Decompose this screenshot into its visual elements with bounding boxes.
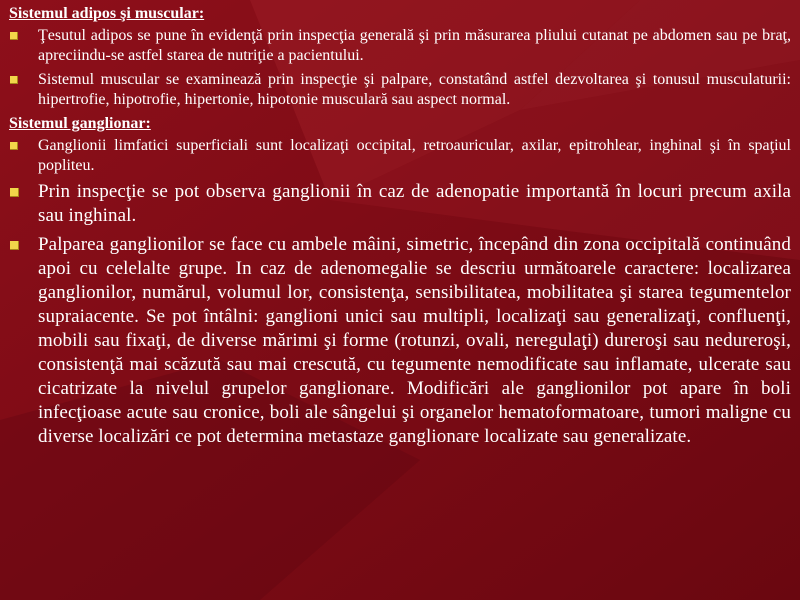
section-heading-ganglionar: Sistemul ganglionar: (9, 115, 151, 132)
list-item-text: Ganglionii limfatici superficiali sunt localizaţi occipital, retroauricular, axilar, epitrohlear, inghinal şi în spaţiul popliteu. (38, 137, 791, 174)
square-bullet-icon (10, 142, 18, 150)
square-bullet-icon (10, 32, 18, 40)
square-bullet-icon (10, 76, 18, 84)
list-item (9, 26, 791, 66)
list-item-text: Sistemul muscular se examinează prin inspecţie şi palpare, constatând astfel dezvoltarea şi tonusul musculaturii: hipertrofie, hipotrofie, hipertonie, hipotonie musculară sau aspect normal. (38, 71, 791, 108)
list-item-text: Palparea ganglionilor se face cu ambele mâini, simetric, începând din zona occipitală continuând apoi cu celelalte grupe. In caz de adenomegalie se descriu următoarele caractere: localizarea ganglionilor, numărul, volumul lor, consistenţa, sensibilitatea, mobilitatea şi starea tegumentelor supraiacente. Se pot întâlni: ganglioni unici sau multipli, localizaţi sau generalizaţi, confluenţi, mobili sau fixaţi, de diverse mărimi şi forme (rotunzi, ovali, neregulaţi) dureroşi sau nedureroşi, consistenţă mai scăzută sau mai crescută, cu tegumente nemodificate sau inflamate, ulcerate sau cicatrizate la nivelul grupelor ganglionare. Modificări ale ganglionilor pot apare în boli infecţioase acute sau cronice, boli ale sângelui şi organelor hematoformatoare, tumori maligne cu diverse localizări ce pot determina metastaze ganglionare localizate sau generalizate. (38, 234, 791, 447)
list-item (9, 136, 791, 176)
list-item (9, 70, 791, 110)
list-item-text: Prin inspecţie se pot observa ganglionii în caz de adenopatie importantă în locuri precum axila sau inghinal. (38, 181, 791, 226)
list-item (9, 233, 791, 449)
square-bullet-icon (10, 241, 19, 250)
section-heading-adipos-muscular: Sistemul adipos şi muscular: (9, 5, 205, 22)
list-item-text: Ţesutul adipos se pune în evidenţă prin inspecţia generală şi prin măsurarea pliului cutanat pe abdomen sau pe braţ, apreciindu-se astfel starea de nutriţie a pacientului. (38, 27, 791, 64)
bullet-list-adipos-muscular (9, 26, 791, 110)
square-bullet-icon (10, 188, 19, 197)
bullet-list-ganglionar (9, 136, 791, 449)
list-item (9, 180, 791, 228)
